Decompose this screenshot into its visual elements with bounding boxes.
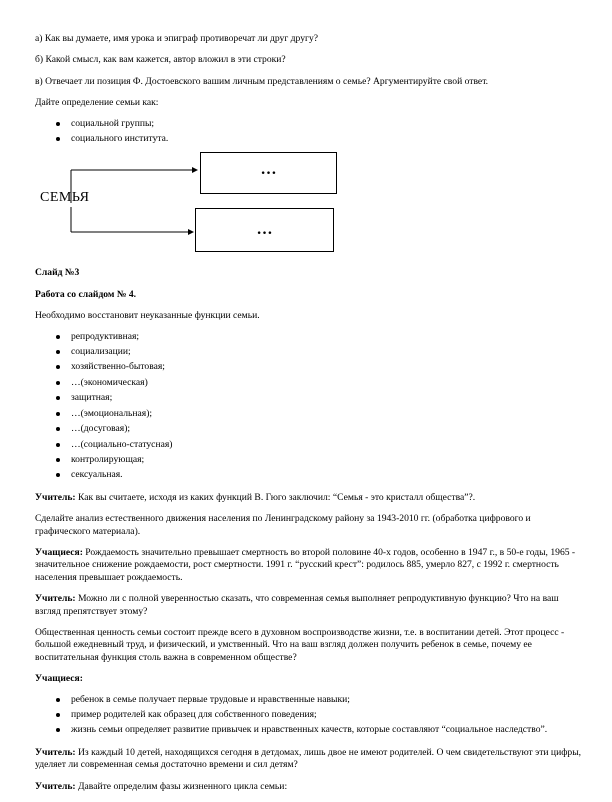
paragraph-students-1: [35, 547, 583, 584]
paragraph-text: Как вы считаете, исходя из каких функций В. Гюго заключил: “Семья - это кристалл общества”?.: [75, 491, 476, 503]
paragraph-teacher-3: [35, 747, 583, 772]
paragraph-teacher-1: [35, 492, 583, 504]
paragraph-students-2: [35, 673, 583, 685]
document-page: [35, 33, 583, 802]
question-a: а) Как вы думаете, имя урока и эпиграф противоречат ли друг другу?: [35, 33, 319, 44]
list-item: защитная;: [35, 392, 583, 404]
paragraph-analysis: Сделайте анализ естественного движения населения по Ленинградскому району за 1943-2010 гг. (обработка цифрового и графического материала).: [35, 513, 531, 537]
speaker-label: Учащиеся:: [35, 673, 83, 685]
diagram-label: СЕМЬЯ: [40, 190, 90, 206]
paragraph-teacher-4: [35, 781, 583, 793]
speaker-label: Учащиеся:: [35, 546, 83, 558]
definition-prompt: Дайте определение семьи как:: [35, 97, 159, 109]
question-c: в) Отвечает ли позиция Ф. Достоевского вашим личным представлениям о семье? Аргументируйте свой ответ.: [35, 75, 489, 87]
paragraph-value: Общественная ценность семьи состоит прежде всего в духовном воспроизводстве жизни, т.е. в воспитании детей. Этот процесс - большой ежедневный труд, и физический, и умственный. Что на ваш взгляд должен получить ребенок в семье, почему ее воспитательная функция столь важна в современном обществе?: [35, 626, 565, 663]
list-item: контролирующая;: [35, 454, 583, 466]
list-item: …(досуговая);: [35, 423, 583, 435]
paragraph-text: Рождаемость значительно превышает смертность во второй половине 40-х годов, особенно в 1947 г., в 50-е годы, 1965 - значительное снижение рождаемости, рост смертности. 1991 г. “русский крест”: родилось 885, умерло 827, с 1992 г. смертность населения превышает рождаемость.: [35, 546, 576, 583]
paragraph-text: Давайте определим фазы жизненного цикла семьи:: [75, 780, 288, 792]
list-item: жизнь семьи определяет развитие привычек и нравственных качеств, которые составляют “социальное наследство”.: [35, 724, 583, 736]
list-item: социальной группы;: [35, 118, 583, 130]
list-item: социального института.: [35, 133, 583, 145]
student-points-list: [35, 694, 583, 737]
slide-title: Слайд №3: [35, 267, 80, 279]
diagram-box-bottom: …: [195, 208, 334, 252]
list-item: репродуктивная;: [35, 331, 583, 343]
list-item: хозяйственно-бытовая;: [35, 361, 583, 373]
list-item: социализации;: [35, 346, 583, 358]
paragraph-teacher-2: [35, 593, 583, 618]
diagram-box-top: …: [200, 152, 337, 194]
paragraph-text: Можно ли с полной уверенностью сказать, что современная семья выполняет репродуктивную функцию? Что на ваш взгляд препятствует этому?: [35, 593, 559, 617]
list-item: …(эмоциональная);: [35, 408, 583, 420]
list-item: …(экономическая): [35, 377, 583, 389]
speaker-label: Учитель:: [35, 593, 76, 605]
list-item: пример родителей как образец для собственного поведения;: [35, 709, 583, 721]
paragraph-text: Из каждый 10 детей, находящихся сегодня в детдомах, лишь двое не имеют родителей. О чем свидетельствуют эти цифры, уделяет ли современная семья достаточно времени и сил детям?: [35, 746, 582, 771]
functions-prompt: Необходимо восстановит неуказанные функции семьи.: [35, 310, 260, 322]
speaker-label: Учитель:: [35, 491, 76, 503]
list-item: сексуальная.: [35, 469, 583, 481]
list-item: ребенок в семье получает первые трудовые и нравственные навыки;: [35, 694, 583, 706]
speaker-label: Учитель:: [35, 746, 76, 758]
functions-list: [35, 331, 583, 482]
speaker-label: Учитель:: [35, 780, 76, 792]
list-item: …(социально-статусная): [35, 439, 583, 451]
work-title: Работа со слайдом № 4.: [35, 288, 137, 300]
question-b: б) Какой смысл, как вам кажется, автор вложил в эти строки?: [35, 54, 286, 66]
family-diagram: [35, 155, 583, 257]
definition-list: [35, 118, 583, 146]
